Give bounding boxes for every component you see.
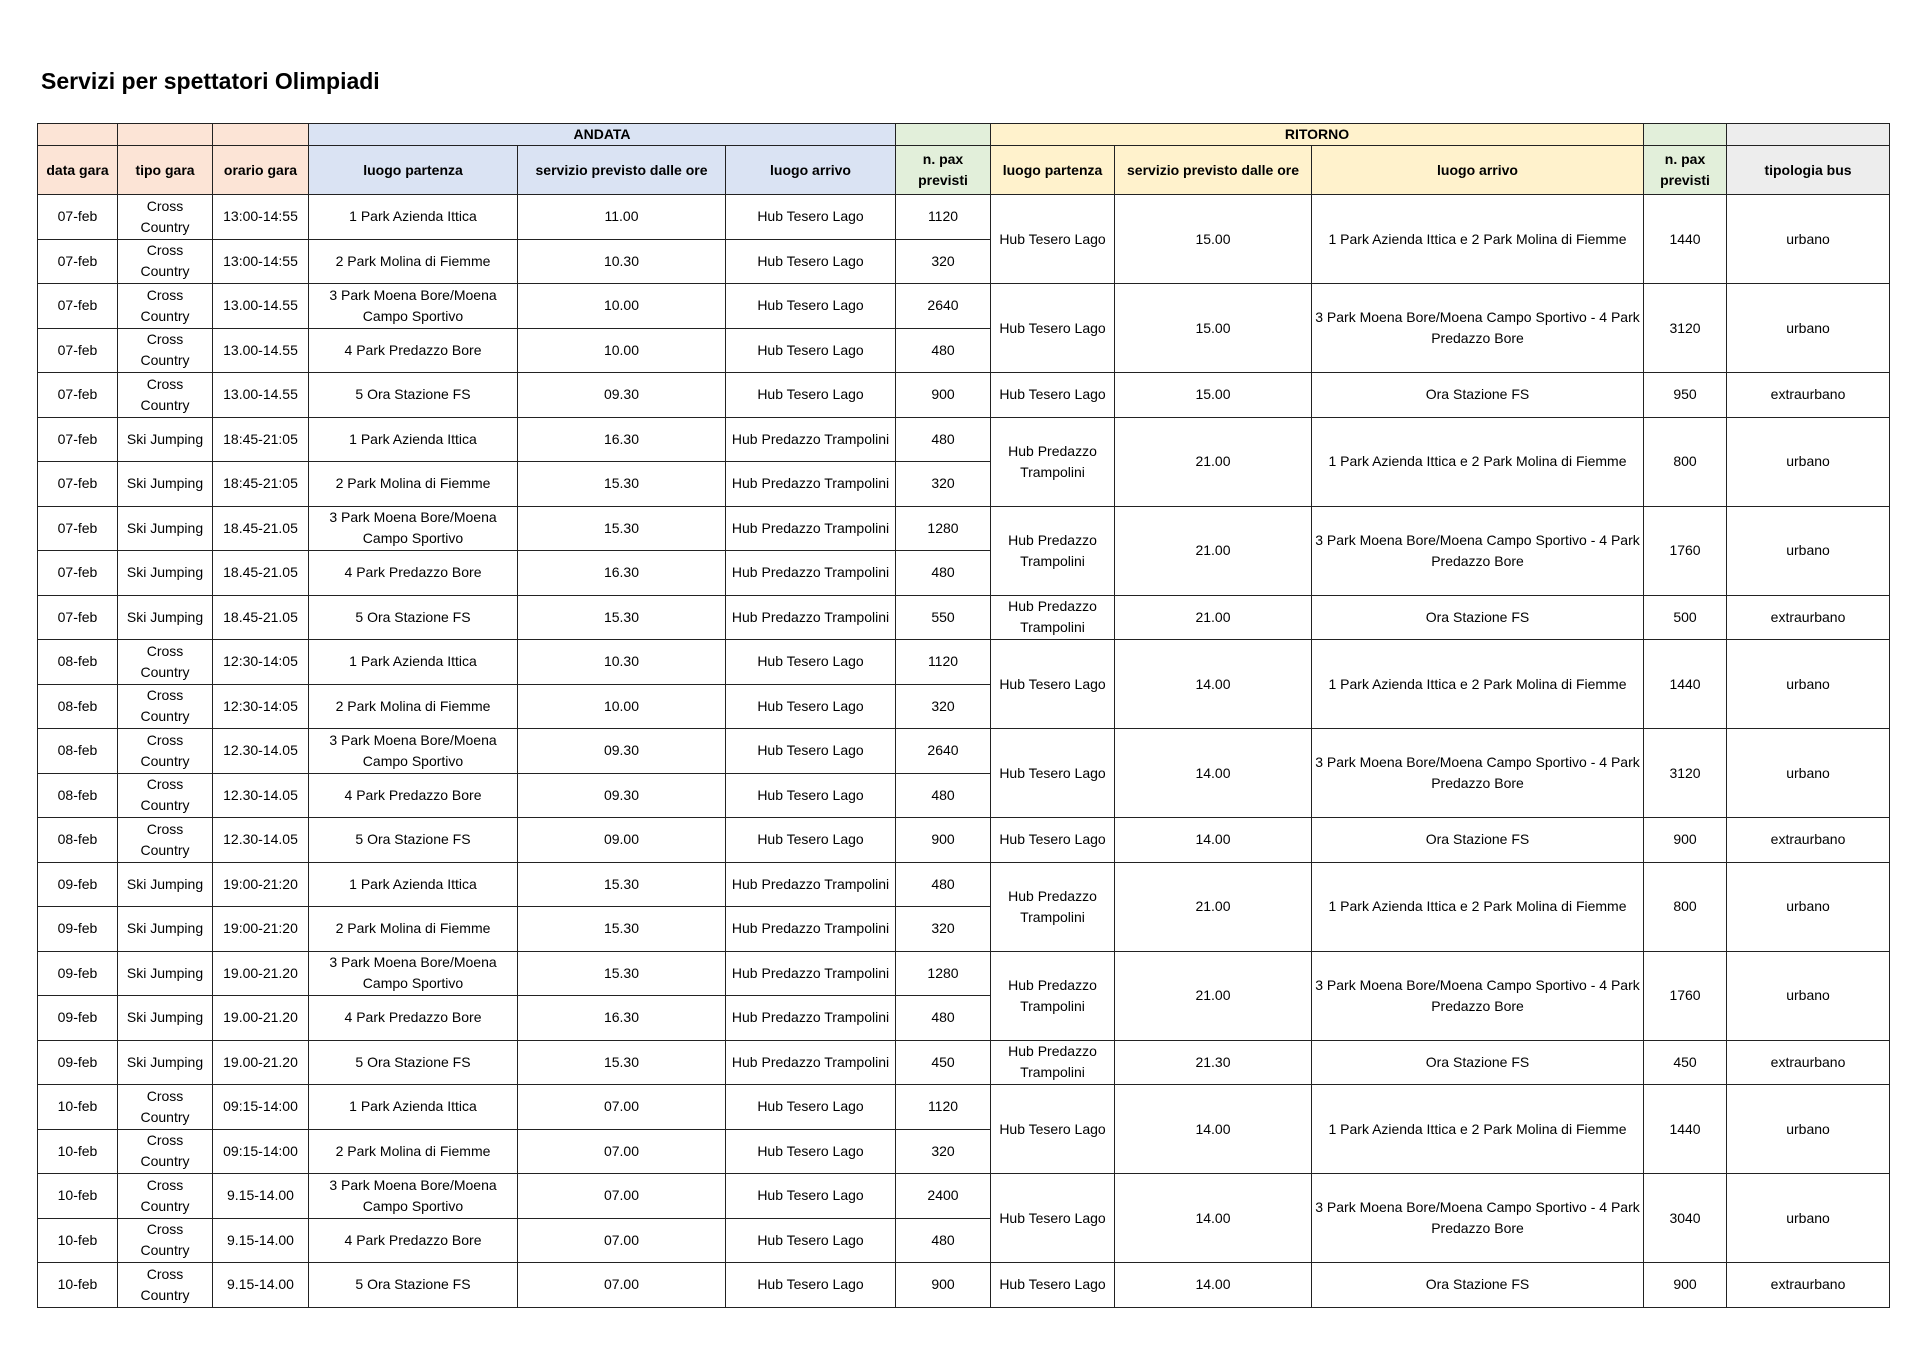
table-row [38, 373, 1890, 418]
column-header-andata-pax: n. pax previsti [896, 146, 991, 195]
cell-ritorno-servizio-ore: 14.00 [1115, 1263, 1312, 1308]
cell-ritorno-pax: 3120 [1644, 729, 1727, 818]
cell-tipo-gara: Cross Country [118, 1263, 213, 1308]
cell-ritorno-pax: 1760 [1644, 506, 1727, 595]
cell-ritorno-luogo-partenza: Hub Tesero Lago [991, 818, 1115, 863]
cell-andata-luogo-partenza: 4 Park Predazzo Bore [309, 1218, 518, 1263]
group-header-blank [1727, 124, 1890, 146]
group-header-blank [896, 124, 991, 146]
cell-ritorno-luogo-arrivo: 1 Park Azienda Ittica e 2 Park Molina di Fiemme [1312, 862, 1644, 951]
cell-tipologia-bus: urbano [1727, 640, 1890, 729]
table-row [38, 729, 1890, 774]
cell-tipologia-bus: urbano [1727, 417, 1890, 506]
cell-andata-luogo-arrivo: Hub Tesero Lago [726, 239, 896, 284]
cell-orario-gara: 18.45-21.05 [213, 595, 309, 640]
cell-tipo-gara: Cross Country [118, 1174, 213, 1219]
cell-orario-gara: 12.30-14.05 [213, 773, 309, 818]
cell-tipo-gara: Ski Jumping [118, 996, 213, 1041]
table-row [38, 506, 1890, 551]
cell-ritorno-luogo-partenza: Hub Predazzo Trampolini [991, 862, 1115, 951]
cell-tipo-gara: Cross Country [118, 1085, 213, 1130]
cell-andata-pax: 1280 [896, 506, 991, 551]
cell-andata-pax: 480 [896, 417, 991, 462]
cell-andata-luogo-arrivo: Hub Predazzo Trampolini [726, 907, 896, 952]
cell-ritorno-servizio-ore: 14.00 [1115, 818, 1312, 863]
cell-andata-servizio-ore: 07.00 [518, 1174, 726, 1219]
cell-andata-luogo-arrivo: Hub Predazzo Trampolini [726, 551, 896, 596]
cell-andata-luogo-partenza: 3 Park Moena Bore/Moena Campo Sportivo [309, 1174, 518, 1219]
table-row [38, 595, 1890, 640]
column-header-orario-gara: orario gara [213, 146, 309, 195]
column-header-ritorno-pax: n. pax previsti [1644, 146, 1727, 195]
cell-andata-luogo-partenza: 5 Ora Stazione FS [309, 373, 518, 418]
cell-ritorno-pax: 500 [1644, 595, 1727, 640]
cell-data-gara: 07-feb [38, 595, 118, 640]
cell-ritorno-luogo-arrivo: 3 Park Moena Bore/Moena Campo Sportivo - 4 Park Predazzo Bore [1312, 951, 1644, 1040]
table-row [38, 417, 1890, 462]
cell-andata-luogo-arrivo: Hub Predazzo Trampolini [726, 595, 896, 640]
cell-andata-servizio-ore: 15.30 [518, 862, 726, 907]
cell-andata-pax: 2640 [896, 729, 991, 774]
cell-ritorno-luogo-arrivo: 1 Park Azienda Ittica e 2 Park Molina di Fiemme [1312, 417, 1644, 506]
cell-andata-pax: 1120 [896, 640, 991, 685]
cell-tipo-gara: Cross Country [118, 818, 213, 863]
cell-orario-gara: 18:45-21:05 [213, 462, 309, 507]
cell-tipo-gara: Ski Jumping [118, 551, 213, 596]
cell-andata-luogo-arrivo: Hub Tesero Lago [726, 729, 896, 774]
cell-ritorno-luogo-arrivo: 1 Park Azienda Ittica e 2 Park Molina di Fiemme [1312, 640, 1644, 729]
cell-ritorno-luogo-partenza: Hub Tesero Lago [991, 284, 1115, 373]
cell-andata-luogo-arrivo: Hub Tesero Lago [726, 684, 896, 729]
cell-andata-servizio-ore: 15.30 [518, 907, 726, 952]
cell-ritorno-servizio-ore: 21.30 [1115, 1040, 1312, 1085]
cell-andata-servizio-ore: 09.30 [518, 373, 726, 418]
cell-orario-gara: 9.15-14.00 [213, 1174, 309, 1219]
cell-andata-servizio-ore: 09.30 [518, 729, 726, 774]
cell-andata-luogo-arrivo: Hub Tesero Lago [726, 1263, 896, 1308]
cell-tipo-gara: Ski Jumping [118, 951, 213, 996]
cell-orario-gara: 19:00-21:20 [213, 907, 309, 952]
cell-orario-gara: 12.30-14.05 [213, 729, 309, 774]
cell-andata-servizio-ore: 10.00 [518, 284, 726, 329]
cell-ritorno-pax: 450 [1644, 1040, 1727, 1085]
cell-tipo-gara: Ski Jumping [118, 595, 213, 640]
cell-andata-luogo-arrivo: Hub Tesero Lago [726, 1129, 896, 1174]
cell-orario-gara: 18:45-21:05 [213, 417, 309, 462]
cell-ritorno-pax: 800 [1644, 417, 1727, 506]
cell-orario-gara: 13:00-14:55 [213, 195, 309, 240]
cell-data-gara: 10-feb [38, 1174, 118, 1219]
cell-andata-pax: 900 [896, 1263, 991, 1308]
cell-ritorno-servizio-ore: 21.00 [1115, 862, 1312, 951]
cell-andata-luogo-partenza: 2 Park Molina di Fiemme [309, 684, 518, 729]
cell-andata-servizio-ore: 09.30 [518, 773, 726, 818]
group-header-blank [38, 124, 118, 146]
cell-ritorno-luogo-arrivo: 1 Park Azienda Ittica e 2 Park Molina di Fiemme [1312, 1085, 1644, 1174]
cell-data-gara: 08-feb [38, 640, 118, 685]
cell-data-gara: 07-feb [38, 284, 118, 329]
cell-ritorno-pax: 800 [1644, 862, 1727, 951]
cell-andata-luogo-partenza: 1 Park Azienda Ittica [309, 195, 518, 240]
cell-data-gara: 07-feb [38, 551, 118, 596]
cell-tipo-gara: Cross Country [118, 373, 213, 418]
cell-data-gara: 07-feb [38, 239, 118, 284]
cell-ritorno-servizio-ore: 15.00 [1115, 195, 1312, 284]
cell-andata-luogo-partenza: 1 Park Azienda Ittica [309, 862, 518, 907]
table-row [38, 284, 1890, 329]
cell-andata-pax: 480 [896, 328, 991, 373]
cell-data-gara: 09-feb [38, 907, 118, 952]
cell-andata-pax: 900 [896, 373, 991, 418]
cell-andata-pax: 320 [896, 239, 991, 284]
cell-ritorno-luogo-partenza: Hub Predazzo Trampolini [991, 417, 1115, 506]
cell-tipo-gara: Ski Jumping [118, 506, 213, 551]
cell-andata-servizio-ore: 07.00 [518, 1263, 726, 1308]
cell-andata-pax: 2640 [896, 284, 991, 329]
cell-andata-pax: 1280 [896, 951, 991, 996]
cell-ritorno-luogo-partenza: Hub Predazzo Trampolini [991, 1040, 1115, 1085]
cell-andata-servizio-ore: 15.30 [518, 951, 726, 996]
cell-ritorno-luogo-arrivo: Ora Stazione FS [1312, 818, 1644, 863]
cell-andata-pax: 550 [896, 595, 991, 640]
cell-andata-servizio-ore: 15.30 [518, 506, 726, 551]
group-header-blank [118, 124, 213, 146]
cell-andata-pax: 320 [896, 462, 991, 507]
cell-orario-gara: 19:00-21:20 [213, 862, 309, 907]
group-header-blank [1644, 124, 1727, 146]
cell-ritorno-luogo-partenza: Hub Predazzo Trampolini [991, 506, 1115, 595]
cell-ritorno-luogo-arrivo: Ora Stazione FS [1312, 1263, 1644, 1308]
group-header-blank [213, 124, 309, 146]
cell-ritorno-pax: 1440 [1644, 195, 1727, 284]
cell-ritorno-luogo-partenza: Hub Tesero Lago [991, 1174, 1115, 1263]
cell-data-gara: 10-feb [38, 1129, 118, 1174]
cell-data-gara: 07-feb [38, 195, 118, 240]
cell-tipologia-bus: urbano [1727, 1174, 1890, 1263]
cell-andata-luogo-arrivo: Hub Predazzo Trampolini [726, 862, 896, 907]
table-row [38, 640, 1890, 685]
services-table [37, 123, 1890, 1308]
cell-andata-pax: 1120 [896, 1085, 991, 1130]
cell-andata-servizio-ore: 15.30 [518, 595, 726, 640]
cell-ritorno-servizio-ore: 15.00 [1115, 284, 1312, 373]
cell-data-gara: 09-feb [38, 862, 118, 907]
cell-andata-luogo-partenza: 4 Park Predazzo Bore [309, 551, 518, 596]
cell-andata-luogo-arrivo: Hub Predazzo Trampolini [726, 1040, 896, 1085]
cell-andata-luogo-arrivo: Hub Predazzo Trampolini [726, 417, 896, 462]
cell-orario-gara: 12.30-14.05 [213, 818, 309, 863]
cell-orario-gara: 13.00-14.55 [213, 373, 309, 418]
cell-andata-servizio-ore: 11.00 [518, 195, 726, 240]
cell-andata-luogo-arrivo: Hub Tesero Lago [726, 1174, 896, 1219]
cell-andata-luogo-arrivo: Hub Tesero Lago [726, 284, 896, 329]
cell-andata-luogo-partenza: 4 Park Predazzo Bore [309, 328, 518, 373]
cell-ritorno-luogo-arrivo: Ora Stazione FS [1312, 1040, 1644, 1085]
cell-orario-gara: 09:15-14:00 [213, 1085, 309, 1130]
cell-andata-pax: 1120 [896, 195, 991, 240]
cell-andata-pax: 450 [896, 1040, 991, 1085]
cell-orario-gara: 9.15-14.00 [213, 1218, 309, 1263]
cell-ritorno-servizio-ore: 15.00 [1115, 373, 1312, 418]
column-header-data-gara: data gara [38, 146, 118, 195]
table-row [38, 951, 1890, 996]
cell-ritorno-luogo-partenza: Hub Predazzo Trampolini [991, 595, 1115, 640]
cell-data-gara: 07-feb [38, 506, 118, 551]
cell-ritorno-luogo-partenza: Hub Tesero Lago [991, 729, 1115, 818]
cell-data-gara: 10-feb [38, 1263, 118, 1308]
cell-tipo-gara: Ski Jumping [118, 417, 213, 462]
cell-andata-luogo-partenza: 1 Park Azienda Ittica [309, 1085, 518, 1130]
table-row [38, 1040, 1890, 1085]
column-header-andata-luogo-partenza: luogo partenza [309, 146, 518, 195]
cell-andata-pax: 320 [896, 684, 991, 729]
cell-ritorno-pax: 1440 [1644, 1085, 1727, 1174]
column-header-ritorno-luogo-partenza: luogo partenza [991, 146, 1115, 195]
cell-ritorno-servizio-ore: 14.00 [1115, 1174, 1312, 1263]
cell-andata-luogo-partenza: 3 Park Moena Bore/Moena Campo Sportivo [309, 951, 518, 996]
cell-data-gara: 08-feb [38, 773, 118, 818]
cell-ritorno-luogo-partenza: Hub Tesero Lago [991, 373, 1115, 418]
cell-data-gara: 08-feb [38, 729, 118, 774]
cell-andata-servizio-ore: 16.30 [518, 417, 726, 462]
cell-orario-gara: 13.00-14.55 [213, 328, 309, 373]
cell-orario-gara: 12:30-14:05 [213, 640, 309, 685]
cell-data-gara: 09-feb [38, 1040, 118, 1085]
table-row [38, 818, 1890, 863]
cell-tipologia-bus: extraurbano [1727, 595, 1890, 640]
cell-ritorno-pax: 3040 [1644, 1174, 1727, 1263]
cell-tipologia-bus: urbano [1727, 195, 1890, 284]
cell-tipo-gara: Cross Country [118, 239, 213, 284]
cell-andata-luogo-partenza: 3 Park Moena Bore/Moena Campo Sportivo [309, 729, 518, 774]
cell-andata-pax: 480 [896, 773, 991, 818]
cell-andata-luogo-arrivo: Hub Predazzo Trampolini [726, 462, 896, 507]
cell-ritorno-servizio-ore: 14.00 [1115, 729, 1312, 818]
cell-andata-luogo-arrivo: Hub Tesero Lago [726, 640, 896, 685]
cell-andata-luogo-arrivo: Hub Tesero Lago [726, 195, 896, 240]
cell-orario-gara: 9.15-14.00 [213, 1263, 309, 1308]
column-header-ritorno-servizio-ore: servizio previsto dalle ore [1115, 146, 1312, 195]
cell-tipo-gara: Cross Country [118, 640, 213, 685]
column-header-andata-luogo-arrivo: luogo arrivo [726, 146, 896, 195]
cell-andata-servizio-ore: 16.30 [518, 996, 726, 1041]
cell-tipo-gara: Ski Jumping [118, 907, 213, 952]
cell-andata-luogo-arrivo: Hub Tesero Lago [726, 373, 896, 418]
cell-tipologia-bus: urbano [1727, 951, 1890, 1040]
cell-andata-pax: 320 [896, 907, 991, 952]
cell-tipo-gara: Cross Country [118, 1218, 213, 1263]
group-header-andata: ANDATA [309, 124, 896, 146]
cell-andata-luogo-partenza: 2 Park Molina di Fiemme [309, 1129, 518, 1174]
cell-data-gara: 08-feb [38, 684, 118, 729]
column-header-ritorno-luogo-arrivo: luogo arrivo [1312, 146, 1644, 195]
cell-ritorno-luogo-arrivo: 3 Park Moena Bore/Moena Campo Sportivo - 4 Park Predazzo Bore [1312, 506, 1644, 595]
cell-ritorno-luogo-arrivo: 3 Park Moena Bore/Moena Campo Sportivo - 4 Park Predazzo Bore [1312, 1174, 1644, 1263]
cell-ritorno-servizio-ore: 21.00 [1115, 595, 1312, 640]
column-header-tipo-gara: tipo gara [118, 146, 213, 195]
cell-ritorno-luogo-partenza: Hub Tesero Lago [991, 1085, 1115, 1174]
cell-andata-pax: 480 [896, 1218, 991, 1263]
cell-andata-luogo-partenza: 1 Park Azienda Ittica [309, 640, 518, 685]
cell-ritorno-pax: 950 [1644, 373, 1727, 418]
page-title: Servizi per spettatori Olimpiadi [41, 68, 380, 94]
cell-tipo-gara: Ski Jumping [118, 462, 213, 507]
cell-andata-luogo-arrivo: Hub Tesero Lago [726, 818, 896, 863]
cell-andata-servizio-ore: 09.00 [518, 818, 726, 863]
cell-andata-luogo-partenza: 2 Park Molina di Fiemme [309, 462, 518, 507]
cell-ritorno-luogo-arrivo: 3 Park Moena Bore/Moena Campo Sportivo - 4 Park Predazzo Bore [1312, 729, 1644, 818]
cell-ritorno-servizio-ore: 14.00 [1115, 1085, 1312, 1174]
table-row [38, 1263, 1890, 1308]
cell-data-gara: 07-feb [38, 373, 118, 418]
cell-andata-luogo-arrivo: Hub Predazzo Trampolini [726, 996, 896, 1041]
cell-andata-pax: 320 [896, 1129, 991, 1174]
cell-data-gara: 09-feb [38, 996, 118, 1041]
cell-andata-pax: 480 [896, 996, 991, 1041]
cell-ritorno-pax: 1760 [1644, 951, 1727, 1040]
cell-ritorno-pax: 3120 [1644, 284, 1727, 373]
cell-andata-pax: 480 [896, 862, 991, 907]
cell-andata-luogo-partenza: 5 Ora Stazione FS [309, 1263, 518, 1308]
cell-ritorno-luogo-partenza: Hub Tesero Lago [991, 195, 1115, 284]
cell-tipologia-bus: extraurbano [1727, 1040, 1890, 1085]
cell-ritorno-servizio-ore: 21.00 [1115, 417, 1312, 506]
cell-tipologia-bus: extraurbano [1727, 1263, 1890, 1308]
cell-tipo-gara: Cross Country [118, 773, 213, 818]
column-header-tipologia-bus: tipologia bus [1727, 146, 1890, 195]
cell-andata-servizio-ore: 10.30 [518, 239, 726, 284]
cell-data-gara: 07-feb [38, 417, 118, 462]
cell-tipo-gara: Cross Country [118, 684, 213, 729]
cell-andata-pax: 480 [896, 551, 991, 596]
cell-andata-servizio-ore: 16.30 [518, 551, 726, 596]
cell-ritorno-pax: 1440 [1644, 640, 1727, 729]
cell-ritorno-luogo-partenza: Hub Tesero Lago [991, 1263, 1115, 1308]
cell-orario-gara: 19.00-21.20 [213, 951, 309, 996]
cell-ritorno-luogo-partenza: Hub Tesero Lago [991, 640, 1115, 729]
cell-andata-luogo-partenza: 5 Ora Stazione FS [309, 595, 518, 640]
cell-data-gara: 09-feb [38, 951, 118, 996]
cell-andata-luogo-arrivo: Hub Tesero Lago [726, 328, 896, 373]
cell-tipologia-bus: urbano [1727, 729, 1890, 818]
table-row [38, 1174, 1890, 1219]
cell-orario-gara: 13.00-14.55 [213, 284, 309, 329]
cell-data-gara: 10-feb [38, 1218, 118, 1263]
cell-andata-luogo-partenza: 2 Park Molina di Fiemme [309, 907, 518, 952]
cell-tipo-gara: Ski Jumping [118, 1040, 213, 1085]
cell-ritorno-luogo-partenza: Hub Predazzo Trampolini [991, 951, 1115, 1040]
cell-andata-servizio-ore: 10.00 [518, 328, 726, 373]
cell-ritorno-luogo-arrivo: Ora Stazione FS [1312, 595, 1644, 640]
cell-data-gara: 07-feb [38, 328, 118, 373]
cell-data-gara: 07-feb [38, 462, 118, 507]
cell-ritorno-servizio-ore: 14.00 [1115, 640, 1312, 729]
cell-andata-servizio-ore: 15.30 [518, 1040, 726, 1085]
cell-andata-luogo-arrivo: Hub Tesero Lago [726, 773, 896, 818]
table-row [38, 1085, 1890, 1130]
cell-andata-luogo-partenza: 4 Park Predazzo Bore [309, 773, 518, 818]
cell-andata-servizio-ore: 15.30 [518, 462, 726, 507]
cell-orario-gara: 13:00-14:55 [213, 239, 309, 284]
cell-andata-luogo-arrivo: Hub Tesero Lago [726, 1218, 896, 1263]
cell-andata-luogo-partenza: 3 Park Moena Bore/Moena Campo Sportivo [309, 506, 518, 551]
cell-ritorno-servizio-ore: 21.00 [1115, 951, 1312, 1040]
cell-tipologia-bus: urbano [1727, 506, 1890, 595]
cell-andata-servizio-ore: 07.00 [518, 1218, 726, 1263]
cell-andata-luogo-arrivo: Hub Predazzo Trampolini [726, 951, 896, 996]
cell-andata-servizio-ore: 10.00 [518, 684, 726, 729]
cell-tipologia-bus: extraurbano [1727, 373, 1890, 418]
cell-ritorno-servizio-ore: 21.00 [1115, 506, 1312, 595]
cell-data-gara: 08-feb [38, 818, 118, 863]
cell-andata-pax: 2400 [896, 1174, 991, 1219]
table-row [38, 862, 1890, 907]
cell-andata-luogo-arrivo: Hub Tesero Lago [726, 1085, 896, 1130]
cell-andata-servizio-ore: 07.00 [518, 1129, 726, 1174]
cell-tipologia-bus: urbano [1727, 284, 1890, 373]
cell-andata-luogo-partenza: 2 Park Molina di Fiemme [309, 239, 518, 284]
cell-tipo-gara: Cross Country [118, 1129, 213, 1174]
cell-andata-pax: 900 [896, 818, 991, 863]
cell-orario-gara: 18.45-21.05 [213, 551, 309, 596]
cell-ritorno-pax: 900 [1644, 818, 1727, 863]
cell-andata-servizio-ore: 10.30 [518, 640, 726, 685]
cell-ritorno-luogo-arrivo: 1 Park Azienda Ittica e 2 Park Molina di Fiemme [1312, 195, 1644, 284]
group-header-ritorno: RITORNO [991, 124, 1644, 146]
cell-tipologia-bus: urbano [1727, 1085, 1890, 1174]
cell-tipo-gara: Ski Jumping [118, 862, 213, 907]
cell-ritorno-pax: 900 [1644, 1263, 1727, 1308]
cell-andata-servizio-ore: 07.00 [518, 1085, 726, 1130]
cell-andata-luogo-partenza: 4 Park Predazzo Bore [309, 996, 518, 1041]
cell-data-gara: 10-feb [38, 1085, 118, 1130]
cell-tipo-gara: Cross Country [118, 729, 213, 774]
cell-tipo-gara: Cross Country [118, 328, 213, 373]
cell-tipologia-bus: urbano [1727, 862, 1890, 951]
cell-orario-gara: 09:15-14:00 [213, 1129, 309, 1174]
cell-orario-gara: 12:30-14:05 [213, 684, 309, 729]
cell-orario-gara: 18.45-21.05 [213, 506, 309, 551]
column-header-andata-servizio-ore: servizio previsto dalle ore [518, 146, 726, 195]
cell-andata-luogo-arrivo: Hub Predazzo Trampolini [726, 506, 896, 551]
cell-andata-luogo-partenza: 1 Park Azienda Ittica [309, 417, 518, 462]
cell-orario-gara: 19.00-21.20 [213, 1040, 309, 1085]
cell-tipo-gara: Cross Country [118, 195, 213, 240]
cell-ritorno-luogo-arrivo: Ora Stazione FS [1312, 373, 1644, 418]
cell-ritorno-luogo-arrivo: 3 Park Moena Bore/Moena Campo Sportivo - 4 Park Predazzo Bore [1312, 284, 1644, 373]
cell-andata-luogo-partenza: 5 Ora Stazione FS [309, 818, 518, 863]
cell-tipologia-bus: extraurbano [1727, 818, 1890, 863]
cell-tipo-gara: Cross Country [118, 284, 213, 329]
cell-andata-luogo-partenza: 5 Ora Stazione FS [309, 1040, 518, 1085]
table-row [38, 195, 1890, 240]
cell-orario-gara: 19.00-21.20 [213, 996, 309, 1041]
cell-andata-luogo-partenza: 3 Park Moena Bore/Moena Campo Sportivo [309, 284, 518, 329]
